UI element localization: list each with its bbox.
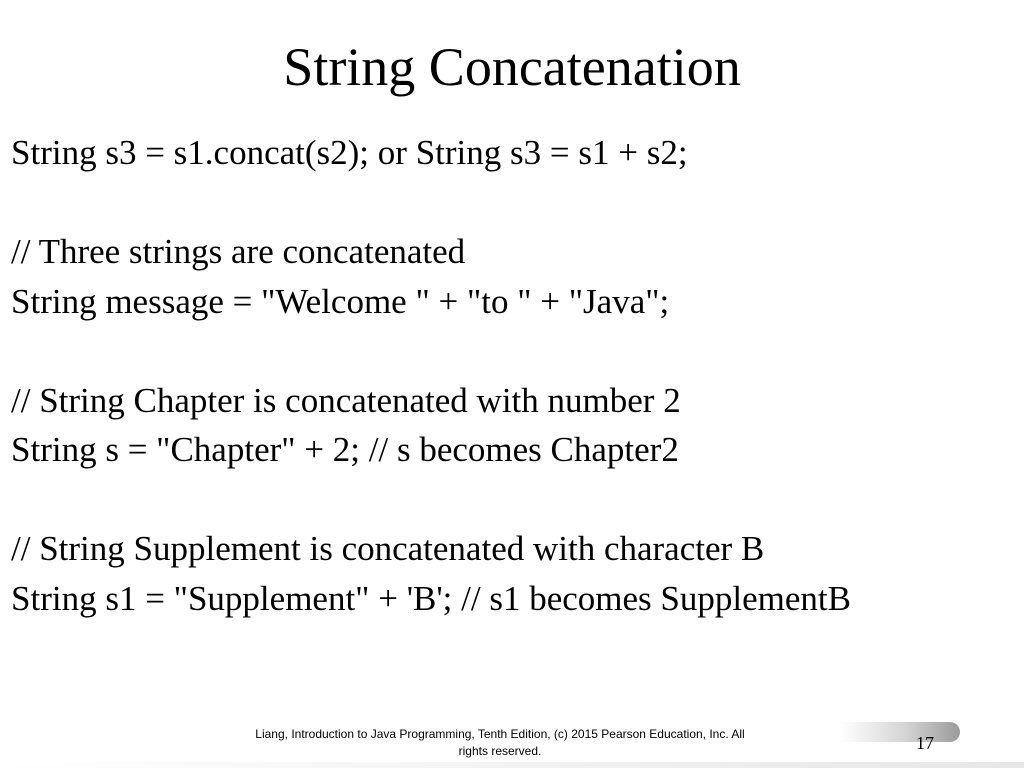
- code-line: String message = "Welcome " + "to " + "Java";: [11, 281, 670, 321]
- blank-line: [11, 178, 1016, 228]
- code-examples: [11, 128, 1016, 623]
- code-comment: // String Supplement is concatenated with character B: [11, 529, 765, 568]
- code-comment: // Three strings are concatenated: [11, 232, 466, 271]
- blank-line: [11, 326, 1016, 376]
- copyright-line: rights reserved.: [458, 744, 542, 758]
- code-line: String s1 = "Supplement" + 'B'; // s1 becomes SupplementB: [11, 578, 851, 618]
- code-line: String s3 = s1.concat(s2); or String s3 = s1 + s2;: [11, 133, 688, 172]
- code-comment: // String Chapter is concatenated with number 2: [11, 380, 681, 420]
- blank-line: [11, 475, 1016, 525]
- code-line: String s = "Chapter" + 2; // s becomes Chapter2: [11, 430, 679, 469]
- copyright-footer: [200, 726, 800, 760]
- copyright-line: Liang, Introduction to Java Programming, Tenth Edition, (c) 2015 Pearson Education, Inc. All: [255, 727, 745, 741]
- footer-divider: [0, 762, 1024, 768]
- page-number: 17: [916, 733, 934, 753]
- slide-title: String Concatenation: [283, 37, 741, 97]
